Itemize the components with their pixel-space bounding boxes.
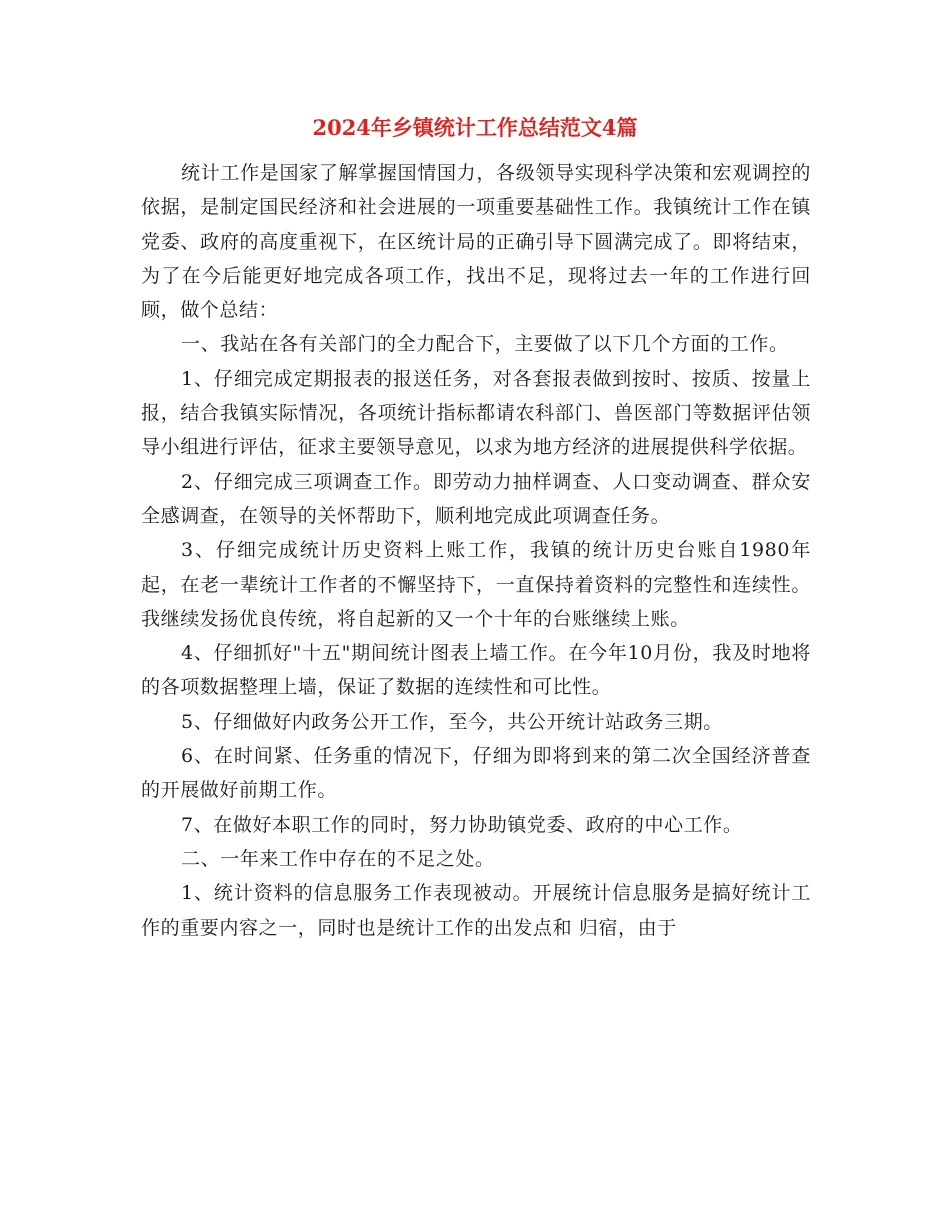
document-body <box>141 156 811 945</box>
paragraph-intro: 统计工作是国家了解掌握国情国力，各级领导实现科学决策和宏观调控的依据，是制定国民经济和社会进展的一项重要基础性工作。我镇统计工作在镇党委、政府的高度重视下，在区统计局的正确引导下圆满完成了。即将结束，为了在今后能更好地完成各项工作，找出不足，现将过去一年的工作进行回顾，做个总结： <box>141 162 811 322</box>
paragraph-deficiency-1: 1、统计资料的信息服务工作表现被动。开展统计信息服务是搞好统计工作的重要内容之一，同时也是统计工作的出发点和 归宿，由于 <box>141 882 811 939</box>
paragraph-item-4: 4、仔细抓好"十五"期间统计图表上墙工作。在今年10月份，我及时地将的各项数据整理上墙，保证了数据的连续性和可比性。 <box>141 642 811 699</box>
paragraph-item-3: 3、仔细完成统计历史资料上账工作，我镇的统计历史台账自1980年起，在老一辈统计工作者的不懈坚持下，一直保持着资料的完整性和连续性。我继续发扬优良传统，将自起新的又一个十年的台账继续上账。 <box>141 539 811 630</box>
paragraph-item-5: 5、仔细做好内政务公开工作，至今，共公开统计站政务三期。 <box>181 710 723 733</box>
document-title: 2024年乡镇统计工作总结范文4篇 <box>312 115 638 140</box>
paragraph-item-2: 2、仔细完成三项调查工作。即劳动力抽样调查、人口变动调查、群众安全感调查，在领导的关怀帮助下，顺利地完成此项调查任务。 <box>141 470 811 527</box>
paragraph-item-7: 7、在做好本职工作的同时，努力协助镇党委、政府的中心工作。 <box>181 813 743 836</box>
paragraph-item-1: 1、仔细完成定期报表的报送任务，对各套报表做到按时、按质、按量上报，结合我镇实际情况，各项统计指标都请农科部门、兽医部门等数据评估领导小组进行评估，征求主要领导意见，以求为地方经济的进展提供科学依据。 <box>141 367 811 459</box>
paragraph-section-two-heading: 二、一年来工作中存在的不足之处。 <box>181 847 495 870</box>
paragraph-section-one-heading: 一、我站在各有关部门的全力配合下，主要做了以下几个方面的工作。 <box>181 333 789 356</box>
paragraph-item-6: 6、在时间紧、任务重的情况下，仔细为即将到来的第二次全国经济普查的开展做好前期工作。 <box>141 745 811 802</box>
